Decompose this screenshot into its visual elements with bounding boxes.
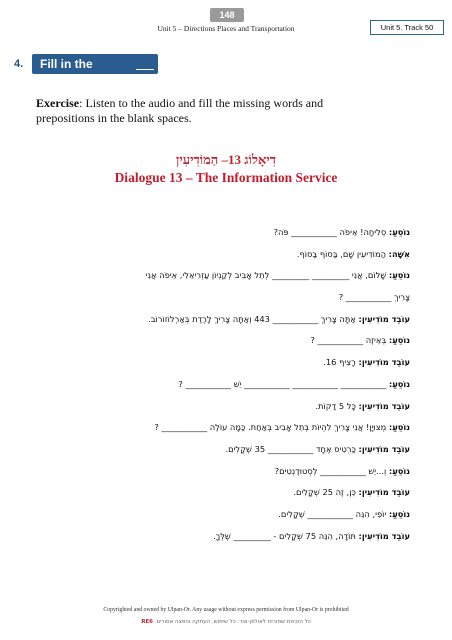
line-text: סְלִיחָה! אֵיפֹה ___________ פֹּה? [273,227,389,237]
hebrew-notice-text: כל הזכויות שמורות לאולפן-אור. כל שימוש, העתקה והפצה אסורים. [154,619,311,625]
speaker: נוֹסֵעַ: [388,422,410,433]
copyright-notice: Copyrighted and owned by Ulpan-Or. Any usage without express permission from Ulpan-Or is prohibited [103,607,349,613]
dialogue-line [46,526,410,548]
banner-blank-line [136,69,154,70]
line-text: שָׁלוֹם, אֲנִי _________ _________ לְתֵל אָבִיב לְקַנְיוֹן עַזְרִיאֵלִי, אֵיפֹה אֲנִי [145,270,389,281]
dialogue-line [46,287,410,309]
line-text: ___________ ___________ ___________ יֵשׁ ___________ ? [178,378,389,389]
speaker: עוֹבֵד מוֹדִיעִין: [358,400,410,411]
dialogue-title-hebrew: דִיאָלוֹג 13– הַמוֹדִיעִין [176,152,276,167]
line-text: כָּל 5 דַקוֹת. [315,400,359,411]
speaker: עוֹבֵד מוֹדִיעִין: [358,530,410,541]
unit-title: Unit 5 – Directions Places and Transportation [157,24,295,33]
dialogue-lines [46,222,410,547]
speaker: נוֹסֵעַ: [388,508,410,519]
dialogue-line [46,417,410,439]
speaker: נוֹסֵעַ: [388,270,410,281]
line-text: צָרִיךְ ___________ ? [338,292,410,303]
speaker: נוֹסֵעַ: [388,335,410,346]
line-text: בְּאֵיזֶה ___________ ? [310,335,389,346]
speaker: עוֹבֵד מוֹדִיעִין: [358,443,410,454]
speaker: נוֹסֵעַ: [388,378,410,389]
page-code: RE6 [141,619,154,625]
section-banner-label: Fill in the [40,57,93,71]
speaker: עוֹבֵד מוֹדִיעִין: [358,487,410,498]
exercise-text: : Listen to the audio and fill the missing words and prepositions in the blank spaces. [36,96,324,125]
dialogue-line [46,504,410,526]
line-text: רָצִיף 16. [323,357,359,368]
dialogue-line [46,265,410,287]
hebrew-copyright-notice [0,619,452,625]
speaker: אִשָׁה: [388,248,410,259]
line-text: כַּרְטִיס אֶחָד ___________ 35 שְׁקָלִים. [225,443,359,454]
dialogue-line [46,396,410,418]
line-text: כֵּן, זֶה 25 שְׁקָלִים. [293,487,359,498]
page-number-badge: 148 [210,8,244,22]
section-number: 4. [14,58,24,70]
line-text: יוֹפִי, הִנֵּה ___________ שְׁקָלִים. [278,508,389,519]
line-text: אַתָּה צָרִיךְ ___________ 443 וְאַתָּה צָרִיךְ לָרֶדֶת בְּאַרְלוֹזוֹרוֹב. [148,313,359,324]
line-text: מְצוּיָן! אֲנִי צָרִיךְ לִהְיוֹת בְּתֵל אָבִיב בְּאַחַת. כַּמָה עוֹלֶה ___________ ? [154,422,389,433]
dialogue-line [46,222,410,244]
dialogue-line [46,482,410,504]
line-text: תּוֹדָה, הִנֵּה 75 שְׁקָלִים - _________ שֶׁלְּךָ. [213,530,359,541]
line-text: הַמוֹדִיעִין שָׁם, בַּסוֹף בַּסוֹף. [296,248,389,259]
dialogue-line [46,244,410,266]
line-text: וְ...יֵשׁ ___________ לְסְטוּדֶנְטִים? [274,465,389,476]
dialogue-title-english: Dialogue 13 – The Information Service [114,170,338,185]
dialogue-line [46,352,410,374]
speaker: נוֹסֵעַ: [388,227,410,237]
dialogue-line [46,374,410,396]
section-banner [32,54,158,74]
audio-track-label: Unit 5. Track 50 [370,20,444,35]
dialogue-line [46,461,410,483]
exercise-instructions [36,96,336,126]
speaker: עוֹבֵד מוֹדִיעִין: [358,313,410,324]
dialogue-line [46,330,410,352]
speaker: נוֹסֵעַ: [388,465,410,476]
exercise-label: Exercise [36,96,80,110]
dialogue-line [46,309,410,331]
dialogue-line [46,439,410,461]
speaker: עוֹבֵד מוֹדִיעִין: [358,357,410,368]
